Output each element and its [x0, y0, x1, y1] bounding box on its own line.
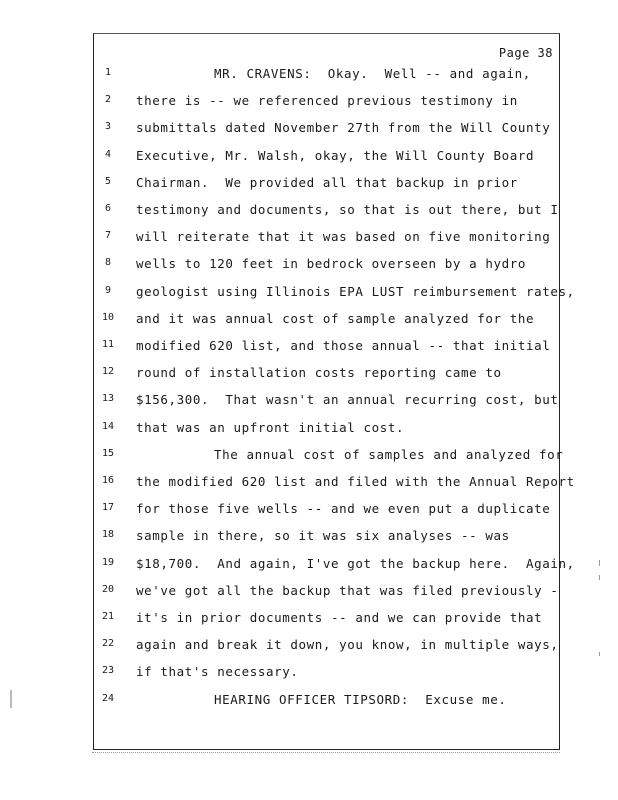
transcript-line — [0, 637, 618, 664]
line-text: modified 620 list, and those annual -- that initial — [136, 338, 551, 353]
line-number: 13 — [101, 393, 115, 405]
transcript-line — [0, 338, 618, 365]
line-number: 7 — [104, 230, 112, 242]
margin-mark — [10, 690, 12, 708]
line-text: again and break it down, you know, in multiple ways, — [136, 637, 559, 653]
transcript-line — [0, 610, 618, 637]
line-text: we've got all the backup that was filed previously - — [136, 582, 559, 598]
line-number: 15 — [101, 447, 115, 459]
transcript-line — [0, 556, 618, 583]
line-number: 2 — [104, 94, 112, 106]
line-text: $18,700. And again, I've got the backup here. Again, — [136, 555, 575, 571]
transcript-line — [0, 66, 618, 93]
line-text: that was an upfront initial cost. — [136, 419, 405, 435]
line-number: 11 — [101, 339, 115, 350]
line-number: 14 — [101, 420, 115, 432]
line-text: sample in there, so it was six analyses -- was — [136, 528, 510, 544]
transcript-line — [0, 311, 618, 338]
side-mark — [599, 652, 600, 656]
transcript-line — [0, 528, 618, 555]
line-number: 1 — [104, 67, 112, 78]
line-number: 19 — [101, 556, 115, 568]
footer-rule — [92, 752, 560, 753]
transcript-line — [0, 256, 618, 283]
transcript-line — [0, 583, 618, 610]
line-text: Chairman. We provided all that backup in prior — [136, 174, 518, 190]
line-text: will reiterate that it was based on five monitoring — [136, 229, 551, 245]
line-text: there is -- we referenced previous testimony in — [136, 93, 518, 109]
line-number: 16 — [101, 475, 115, 486]
transcript-line — [0, 474, 618, 501]
transcript-line — [0, 365, 618, 392]
line-number: 21 — [101, 611, 115, 622]
line-text: the modified 620 list and filed with the Annual Report — [136, 474, 575, 489]
line-text: The annual cost of samples and analyzed for — [214, 446, 564, 462]
line-text: if that's necessary. — [136, 664, 299, 680]
line-number: 10 — [101, 311, 115, 323]
line-number: 20 — [101, 583, 115, 595]
transcript-line — [0, 148, 618, 175]
line-text: round of installation costs reporting came to — [136, 365, 502, 381]
line-number: 18 — [101, 529, 115, 541]
transcript-line — [0, 284, 618, 311]
line-number: 24 — [101, 692, 115, 704]
transcript-line — [0, 229, 618, 256]
line-number: 3 — [104, 121, 112, 133]
line-text: HEARING OFFICER TIPSORD: Excuse me. — [214, 691, 507, 707]
line-text: submittals dated November 27th from the Will County — [136, 120, 551, 136]
side-mark — [599, 560, 600, 566]
transcript-line — [0, 501, 618, 528]
line-text: it's in prior documents -- and we can provide that — [136, 610, 543, 625]
transcript-line — [0, 93, 618, 120]
side-mark — [599, 575, 600, 580]
line-text: Executive, Mr. Walsh, okay, the Will County Board — [136, 147, 535, 163]
line-text: for those five wells -- and we even put a duplicate — [136, 501, 551, 517]
line-number: 4 — [104, 148, 112, 160]
line-number: 23 — [101, 665, 115, 677]
line-text: wells to 120 feet in bedrock overseen by a hydro — [136, 256, 527, 272]
line-text: and it was annual cost of sample analyzed for the — [136, 310, 535, 326]
line-number: 9 — [104, 284, 112, 296]
line-text: testimony and documents, so that is out there, but I — [136, 202, 559, 217]
line-text: MR. CRAVENS: Okay. Well -- and again, — [214, 66, 531, 81]
line-number: 5 — [104, 175, 112, 187]
transcript-line — [0, 175, 618, 202]
transcript-line — [0, 692, 618, 719]
line-number: 17 — [101, 502, 115, 514]
transcript-line — [0, 120, 618, 147]
transcript-line — [0, 447, 618, 474]
transcript-line — [0, 202, 618, 229]
line-number: 8 — [104, 257, 112, 269]
transcript-line — [0, 664, 618, 691]
line-number: 12 — [101, 366, 115, 378]
transcript-line — [0, 392, 618, 419]
page-number: Page 38 — [498, 46, 553, 60]
line-number: 6 — [104, 203, 112, 214]
transcript-line — [0, 420, 618, 447]
line-number: 22 — [101, 638, 115, 650]
line-text: geologist using Illinois EPA LUST reimbursement rates, — [136, 283, 575, 299]
line-text: $156,300. That wasn't an annual recurring cost, but — [136, 392, 559, 408]
